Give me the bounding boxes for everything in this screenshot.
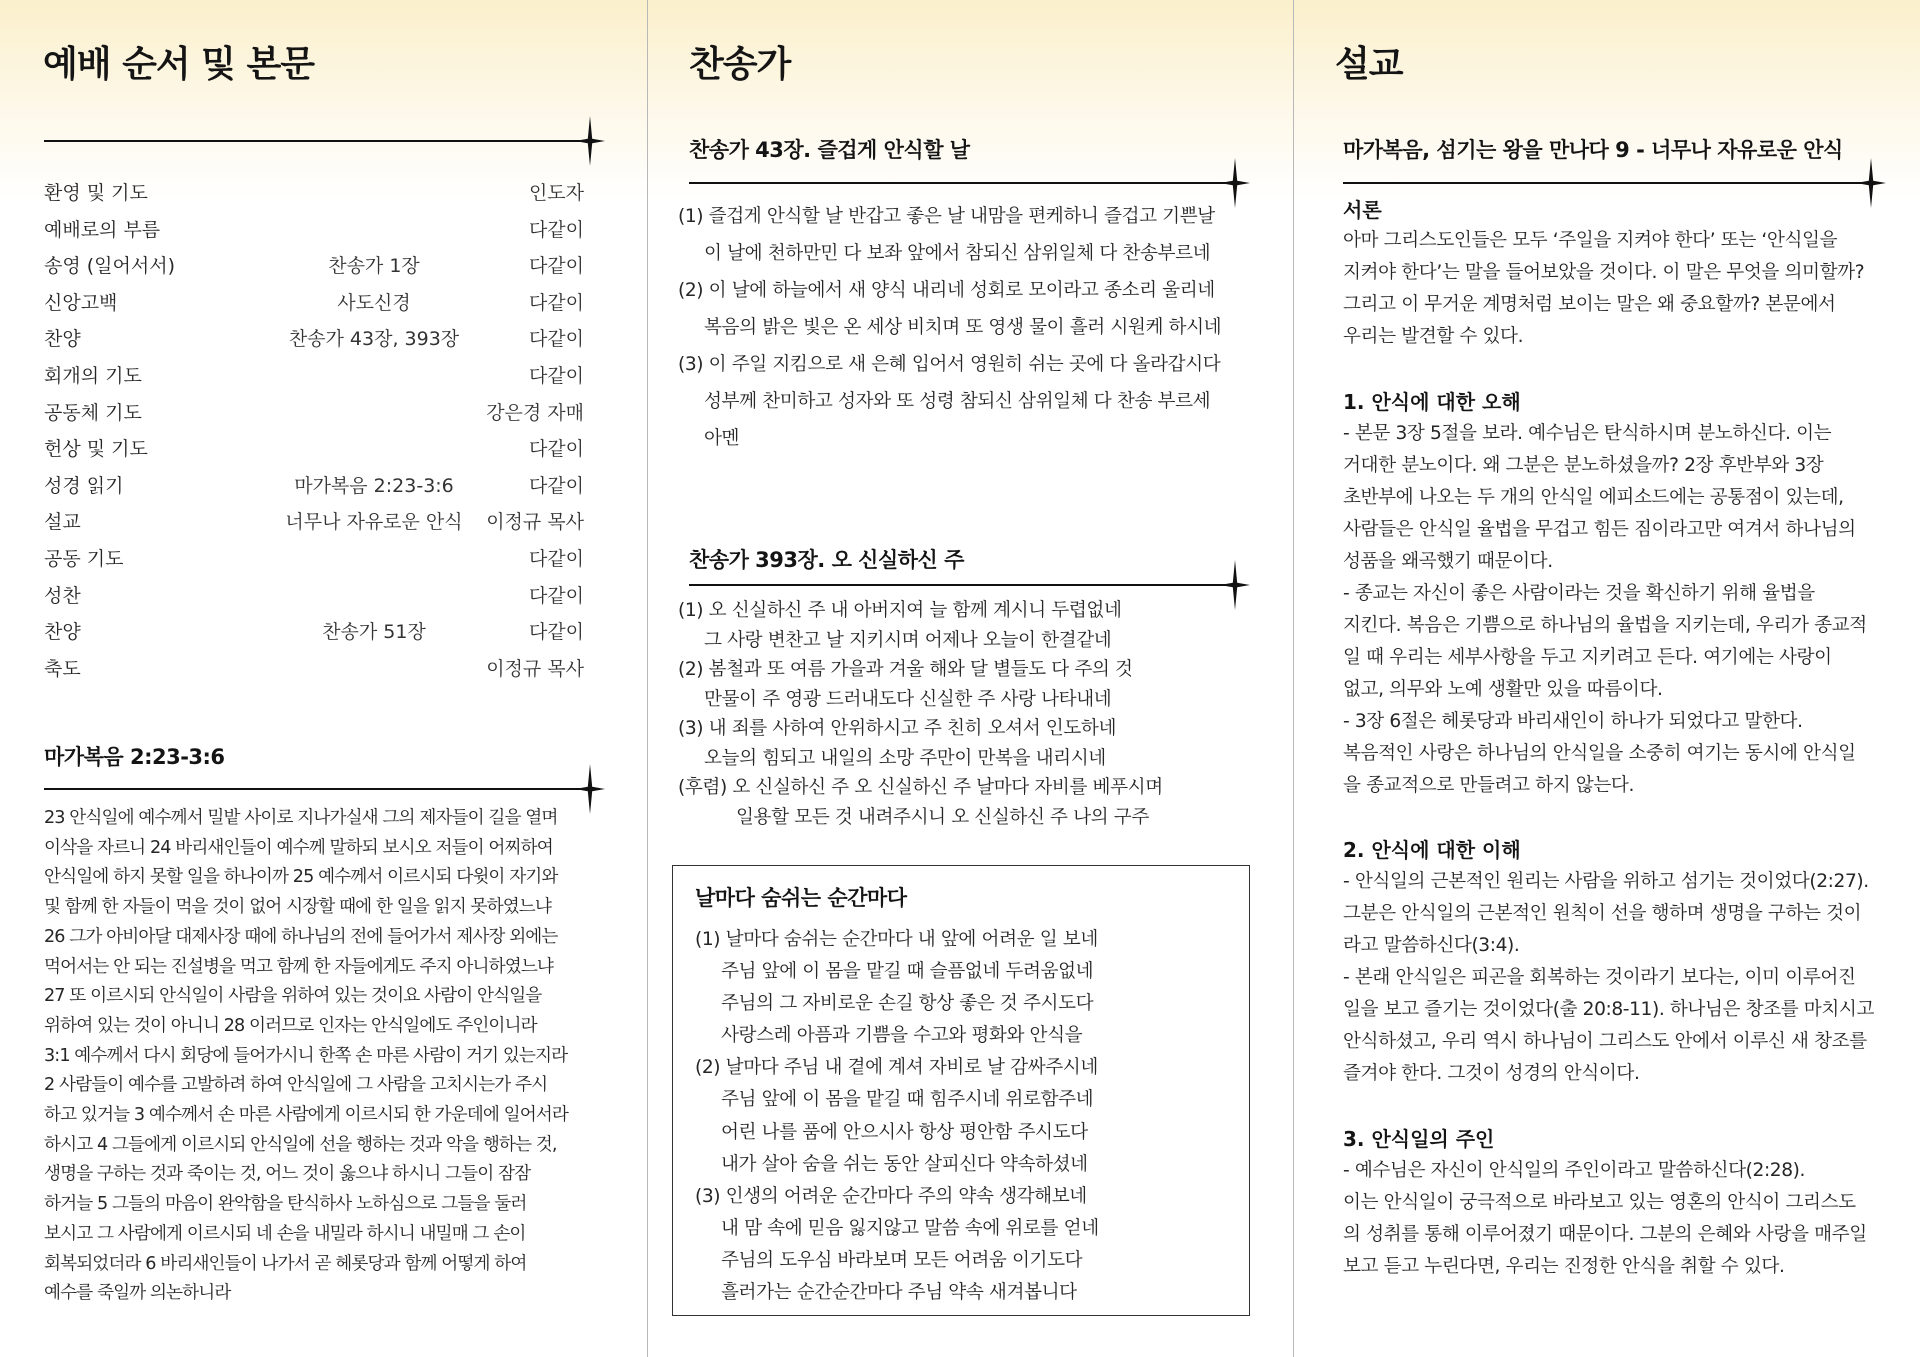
- order-row: [44, 655, 584, 692]
- scripture-line: 먹어서는 안 되는 진설병을 먹고 함께 한 자들에게도 주지 아니하였느냐: [44, 956, 554, 977]
- song-box-title: 날마다 숨쉬는 순간마다: [695, 886, 907, 910]
- order-item-detail: 찬송가 43장, 393장: [288, 328, 460, 351]
- sparkle-icon: [1856, 158, 1886, 208]
- lyric-line: (3) 이 주일 지킴으로 새 은혜 입어서 영원히 쉬는 곳에 다 올라갑시다: [678, 354, 1221, 375]
- sermon-line: 의 성취를 통해 이루어졌기 때문이다. 그분의 은혜와 사랑을 매주일: [1343, 1224, 1867, 1245]
- hymn-43-title: 찬송가 43장. 즐겁게 안식할 날: [689, 138, 970, 162]
- order-item-name: 예배로의 부름: [44, 218, 161, 241]
- order-row: [44, 252, 584, 289]
- order-row: [44, 399, 584, 436]
- order-row: [44, 325, 584, 362]
- order-item-name: 신앙고백: [44, 291, 118, 314]
- page-title: 예배 순서 및 본문: [43, 44, 315, 85]
- sermon-line: 성품을 왜곡했기 때문이다.: [1343, 551, 1553, 572]
- section2-heading: 2. 안식에 대한 이해: [1343, 838, 1521, 862]
- order-item-leader: 다같이: [528, 438, 584, 461]
- sermon-line: 보고 듣고 누린다면, 우리는 진정한 안식을 취할 수 있다.: [1343, 1256, 1785, 1277]
- lyric-line: (2) 봄철과 또 여름 가을과 겨울 해와 달 별들도 다 주의 것: [678, 659, 1133, 680]
- divider-rule: [44, 140, 592, 142]
- order-row: [44, 289, 584, 326]
- lyric-line: 주님의 도우심 바라보며 모든 어려움 이기도다: [721, 1249, 1083, 1271]
- order-item-leader: 다같이: [528, 584, 584, 607]
- sermon-line: 복음적인 사랑은 하나님의 안식일을 소중히 여기는 동시에 안식일: [1343, 743, 1856, 764]
- order-item-detail: 마가복음 2:23-3:6: [294, 474, 454, 497]
- hymn-393-title: 찬송가 393장. 오 신실하신 주: [689, 548, 964, 572]
- order-row: [44, 618, 584, 655]
- lyric-line: (후렴) 오 신실하신 주 오 신실하신 주 날마다 자비를 베푸시며: [678, 777, 1163, 798]
- scripture-line: 하고 있거늘 3 예수께서 손 마른 사람에게 이르시되 한 가운데에 일어서라: [44, 1105, 568, 1126]
- lyric-line: 일용할 모든 것 내려주시니 오 신실하신 주 나의 구주: [736, 806, 1149, 828]
- sermon-line: 을 종교적으로 만들려고 하지 않는다.: [1343, 775, 1634, 796]
- scripture-text: [44, 804, 604, 1309]
- order-item-name: 성찬: [44, 584, 81, 607]
- order-row: [44, 508, 584, 545]
- sermon-line: 이는 안식일이 궁극적으로 바라보고 있는 영혼의 안식이 그리스도: [1343, 1192, 1856, 1213]
- order-item-leader: 다같이: [528, 218, 584, 241]
- lyric-line: 주님 앞에 이 몸을 맡길 때 힘주시네 위로함주네: [721, 1089, 1094, 1111]
- lyric-line: 흘러가는 순간순간마다 주님 약속 새겨봅니다: [721, 1282, 1077, 1304]
- order-item-leader: 다같이: [528, 547, 584, 570]
- sermon-line: - 3장 6절은 헤롯당과 바리새인이 하나가 되었다고 말한다.: [1343, 711, 1803, 732]
- sermon-line: 아마 그리스도인들은 모두 ‘주일을 지켜야 한다’ 또는 ‘안식일을: [1343, 230, 1838, 251]
- order-item-leader: 다같이: [528, 328, 584, 351]
- scripture-line: 생명을 구하는 것과 죽이는 것, 어느 것이 옳으냐 하시니 그들이 잠잠: [44, 1164, 531, 1185]
- sermon-line: - 예수님은 자신이 안식일의 주인이라고 말씀하신다(2:28).: [1343, 1160, 1806, 1181]
- divider-rule: [1343, 182, 1873, 184]
- lyric-line: (3) 내 죄를 사하여 안위하시고 주 친히 오셔서 인도하네: [678, 718, 1117, 739]
- lyric-line: (1) 날마다 숨쉬는 순간마다 내 앞에 어려운 일 보네: [695, 929, 1098, 950]
- order-item-leader: 다같이: [528, 291, 584, 314]
- scripture-line: 보시고 그 사람에게 이르시되 네 손을 내밀라 하시니 내밀매 그 손이: [44, 1223, 526, 1244]
- section2-text: [1343, 866, 1874, 1090]
- order-row: [44, 179, 584, 216]
- scripture-line: 26 그가 아비아달 대제사장 때에 하나님의 전에 들어가서 제사장 외에는: [44, 926, 558, 947]
- sermon-line: 초반부에 나오는 두 개의 안식일 에피소드에는 공통점이 있는데,: [1343, 487, 1844, 508]
- lyric-line: 어린 나를 품에 안으시사 항상 평안함 주시도다: [721, 1121, 1088, 1143]
- order-item-leader: 인도자: [528, 182, 584, 204]
- section1-heading: 1. 안식에 대한 오해: [1343, 390, 1521, 414]
- lyric-line: 내가 살아 숨을 쉬는 동안 살피신다 약속하셨네: [721, 1153, 1088, 1175]
- order-item-leader: 이정규 목사: [486, 511, 584, 534]
- scripture-line: 및 함께 한 자들이 먹을 것이 없어 시장할 때에 한 일을 읽지 못하였느냐: [44, 897, 551, 918]
- sparkle-icon: [1220, 158, 1250, 208]
- order-item-detail: 찬송가 51장: [322, 621, 426, 644]
- sermon-line: - 종교는 자신이 좋은 사람이라는 것을 확신하기 위해 율법을: [1343, 583, 1815, 604]
- order-item-name: 회개의 기도: [44, 364, 142, 387]
- order-row: [44, 362, 584, 399]
- order-of-service-list: [44, 179, 584, 691]
- order-of-worship-column: [0, 0, 647, 1357]
- scripture-line: 3:1 예수께서 다시 회당에 들어가시니 한쪽 손 마른 사람이 거기 있는지라: [44, 1045, 568, 1066]
- lyric-line: 성부께 찬미하고 성자와 또 성령 참되신 삼위일체 다 찬송 부르세: [704, 391, 1211, 412]
- lyric-line: 내 맘 속에 믿음 잃지않고 말씀 속에 위로를 얻네: [721, 1217, 1099, 1239]
- lyric-line: 오늘의 힘되고 내일의 소망 주만이 만복을 내리시네: [704, 747, 1106, 769]
- order-row: [44, 472, 584, 509]
- intro-heading: 서론: [1343, 198, 1382, 222]
- hymn-43-lyrics: [678, 198, 1221, 457]
- order-row: [44, 435, 584, 472]
- scripture-line: 2 사람들이 예수를 고발하려 하여 안식일에 그 사람을 고치시는가 주시: [44, 1075, 548, 1096]
- order-item-name: 성경 읽기: [44, 474, 124, 497]
- lyric-line: 주님의 그 자비로운 손길 항상 좋은 것 주시도다: [721, 993, 1094, 1015]
- sermon-line: 라고 말씀하신다(3:4).: [1343, 935, 1520, 956]
- order-item-detail: 사도신경: [337, 291, 411, 314]
- order-item-name: 헌상 및 기도: [44, 438, 148, 461]
- sermon-line: 그분은 안식일의 근본적인 원칙이 선을 행하며 생명을 구하는 것이: [1343, 903, 1862, 924]
- order-item-name: 송영 (일어서서): [44, 255, 175, 278]
- section3-heading: 3. 안식일의 주인: [1343, 1127, 1495, 1151]
- scripture-line: 회복되었더라 6 바리새인들이 나가서 곧 헤롯당과 함께 어떻게 하여: [44, 1253, 527, 1274]
- divider-rule: [44, 788, 592, 790]
- lyric-line: 사랑스레 아픔과 기쁨을 수고와 평화와 안식을: [721, 1025, 1083, 1047]
- order-item-name: 찬양: [44, 621, 81, 644]
- scripture-line: 위하여 있는 것이 아니니 28 이러므로 인자는 안식일에도 주인이니라: [44, 1015, 537, 1036]
- sermon-line: 지켜야 한다’는 말을 들어보았을 것이다. 이 말은 무엇을 의미할까?: [1343, 262, 1865, 283]
- sermon-line: 우리는 발견할 수 있다.: [1343, 326, 1524, 347]
- scripture-heading: 마가복음 2:23-3:6: [44, 745, 225, 769]
- sparkle-icon: [1220, 560, 1250, 610]
- lyric-line: 주님 앞에 이 몸을 맡길 때 슬픔없네 두려움없네: [721, 961, 1094, 983]
- order-item-name: 환영 및 기도: [44, 182, 148, 204]
- order-item-leader: 다같이: [528, 255, 584, 278]
- lyric-line: 아멘: [704, 428, 740, 449]
- sermon-line: - 본래 안식일은 피곤을 회복하는 것이라기 보다는, 이미 이루어진: [1343, 967, 1856, 988]
- sermon-line: 지킨다. 복음은 기쁨으로 하나님의 율법을 지키는데, 우리가 종교적: [1343, 615, 1867, 636]
- scripture-line: 23 안식일에 예수께서 밀밭 사이로 지나가실새 그의 제자들이 길을 열며: [44, 808, 558, 828]
- scripture-line: 하거늘 5 그들의 마음이 완악함을 탄식하사 노하심으로 그들을 둘러: [44, 1194, 527, 1215]
- scripture-line: 27 또 이르시되 안식일이 사람을 위하여 있는 것이요 사람이 안식일을: [44, 986, 542, 1007]
- lyric-line: (1) 즐겁게 안식할 날 반갑고 좋은 날 내맘을 편케하니 즐겁고 기쁜날: [678, 206, 1215, 227]
- sermon-line: 없고, 의무와 노예 생활만 있을 따름이다.: [1343, 679, 1663, 700]
- order-row: [44, 545, 584, 582]
- sermon-line: 즐겨야 한다. 그것이 성경의 안식이다.: [1343, 1063, 1640, 1084]
- sermon-line: - 본문 3장 5절을 보라. 예수님은 탄식하시며 분노하신다. 이는: [1343, 423, 1832, 444]
- order-row: [44, 216, 584, 253]
- sermon-line: 거대한 분노이다. 왜 그분은 분노하셨을까? 2장 후반부와 3장: [1343, 455, 1824, 476]
- lyric-line: 만물이 주 영광 드러내도다 신실한 주 사랑 나타내네: [704, 688, 1112, 710]
- order-item-detail: 찬송가 1장: [328, 255, 420, 278]
- order-item-name: 설교: [44, 511, 81, 534]
- order-item-name: 공동 기도: [44, 547, 124, 570]
- scripture-line: 이삭을 자르니 24 바리새인들이 예수께 말하되 보시오 저들이 어찌하여: [44, 837, 553, 858]
- sermon-title-heading: 설교: [1335, 44, 1403, 85]
- lyric-line: 복음의 밝은 빛은 온 세상 비치며 또 영생 물이 흘러 시원케 하시네: [704, 317, 1222, 338]
- order-item-leader: 다같이: [528, 364, 584, 387]
- hymns-title: 찬송가: [689, 44, 791, 85]
- sermon-line: - 안식일의 근본적인 원리는 사람을 위하고 섬기는 것이었다(2:27).: [1343, 871, 1869, 892]
- hymn-393-lyrics: [678, 596, 1163, 832]
- order-item-leader: 이정규 목사: [486, 657, 584, 680]
- order-item-leader: 다같이: [528, 621, 584, 644]
- order-item-name: 찬양: [44, 328, 81, 351]
- sermon-line: 안식하셨고, 우리 역시 하나님이 그리스도 안에서 이루신 새 창조를: [1343, 1031, 1867, 1052]
- order-item-name: 축도: [44, 657, 81, 680]
- order-item-name: 공동체 기도: [44, 401, 142, 424]
- intro-text: [1343, 225, 1864, 353]
- order-item-detail: 너무나 자유로운 안식: [285, 511, 463, 534]
- lyric-line: 이 날에 천하만민 다 보좌 앞에서 참되신 삼위일체 다 찬송부르네: [704, 243, 1211, 264]
- lyric-line: (3) 인생의 어려운 순간마다 주의 약속 생각해보네: [695, 1185, 1087, 1207]
- song-box-lyrics: [695, 924, 1099, 1309]
- divider-rule: [689, 182, 1237, 184]
- sermon-line: 일 때 우리는 세부사항을 두고 지키려고 든다. 여기에는 사랑이: [1343, 647, 1832, 668]
- lyric-line: (2) 이 날에 하늘에서 새 양식 내리네 성회로 모이라고 종소리 울리네: [678, 280, 1215, 301]
- order-row: [44, 582, 584, 619]
- scripture-line: 하시고 4 그들에게 이르시되 안식일에 선을 행하는 것과 악을 행하는 것,: [44, 1134, 557, 1155]
- lyric-line: 그 사랑 변찬고 날 지키시며 어제나 오늘이 한결같네: [704, 629, 1112, 651]
- divider-rule: [689, 584, 1237, 586]
- section3-text: [1343, 1155, 1867, 1283]
- sermon-line: 일을 보고 즐기는 것이었다(출 20:8-11). 하나님은 창조를 마치시고: [1343, 999, 1875, 1020]
- order-item-leader: 강은경 자매: [486, 401, 584, 424]
- scripture-line: 예수를 죽일까 의논하니라: [44, 1283, 231, 1304]
- sermon-title: 마가복음, 섬기는 왕을 만나다 9 - 너무나 자유로운 안식: [1343, 138, 1843, 162]
- order-item-leader: 다같이: [528, 474, 584, 497]
- scripture-line: 안식일에 하지 못할 일을 하나이까 25 예수께서 이르시되 다윗이 자기와: [44, 867, 558, 888]
- sermon-line: 그리고 이 무거운 계명처럼 보이는 말은 왜 중요할까? 본문에서: [1343, 294, 1836, 315]
- sermon-line: 사람들은 안식일 율법을 무겁고 힘든 짐이라고만 여겨서 하나님의: [1343, 519, 1856, 540]
- sparkle-icon: [575, 116, 605, 166]
- lyric-line: (1) 오 신실하신 주 내 아버지여 늘 함께 계시니 두렵없네: [678, 600, 1122, 621]
- section1-text: [1343, 418, 1867, 802]
- lyric-line: (2) 날마다 주님 내 곁에 계셔 자비로 날 감싸주시네: [695, 1057, 1098, 1079]
